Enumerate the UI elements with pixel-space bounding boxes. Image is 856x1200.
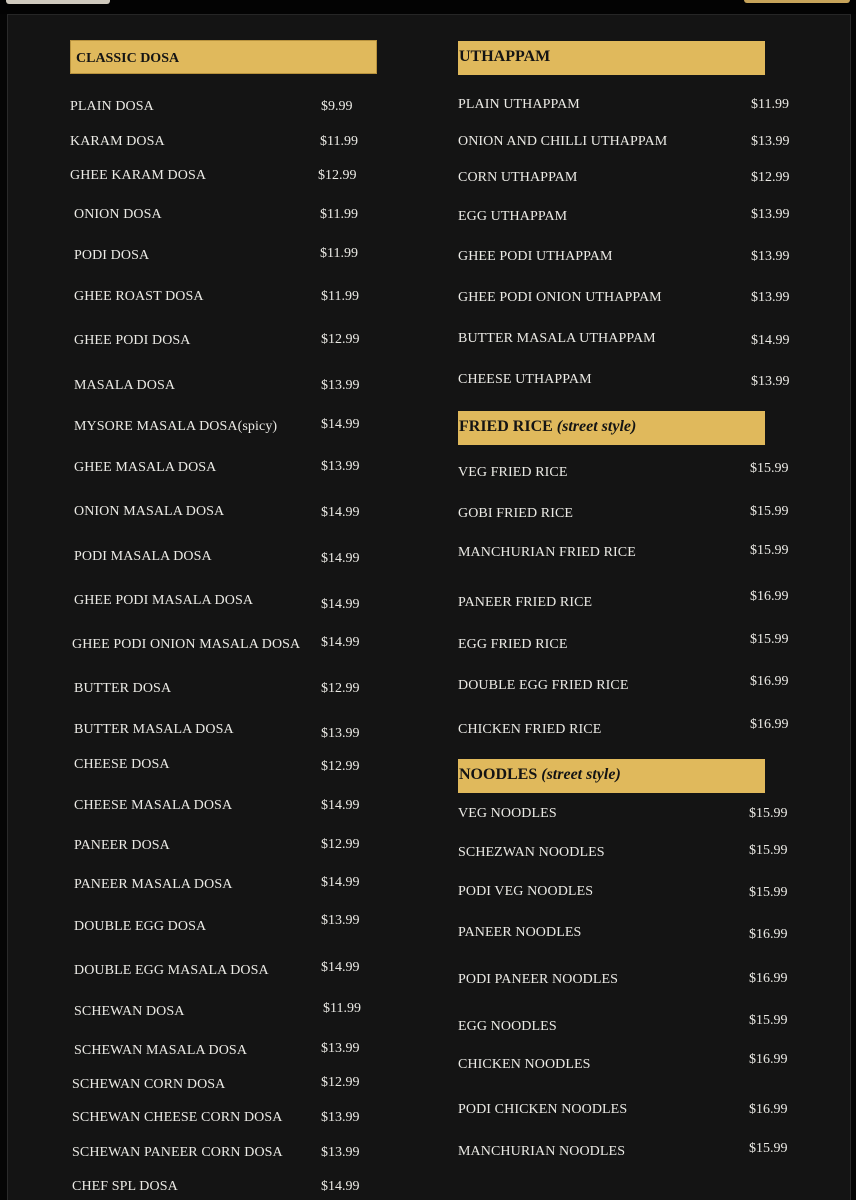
menu-item-plain-dosa: PLAIN DOSA: [70, 99, 154, 114]
menu-item-cheese-uthappam: CHEESE UTHAPPAM: [458, 372, 592, 387]
menu-item-price: $12.99: [321, 759, 360, 774]
noodles-subtitle: (street style): [541, 766, 621, 783]
menu-item-ghee-karam-dosa: GHEE KARAM DOSA: [70, 168, 207, 183]
menu-item-price: $13.99: [321, 1110, 360, 1125]
classic-dosa-title: CLASSIC DOSA: [76, 51, 180, 66]
menu-item-price: $14.99: [321, 875, 360, 890]
menu-item-price: $14.99: [321, 1179, 360, 1194]
menu-item-price: $12.99: [321, 837, 360, 852]
menu-item-chef-spl-dosa: CHEF SPL DOSA: [72, 1179, 178, 1194]
menu-item-manchurian-fried-rice: MANCHURIAN FRIED RICE: [458, 545, 636, 560]
menu-item-price: $12.99: [321, 1075, 360, 1090]
menu-item-schezwan-noodles: SCHEZWAN NOODLES: [458, 845, 605, 860]
menu-item-price: $13.99: [321, 1041, 360, 1056]
menu-item-chicken-fried-rice: CHICKEN FRIED RICE: [458, 722, 602, 737]
menu-item-ghee-podi-onion-masala-dosa: GHEE PODI ONION MASALA DOSA: [72, 637, 301, 652]
menu-item-mysore-masala-dosa-spicy: MYSORE MASALA DOSA(spicy): [74, 419, 278, 434]
menu-item-paneer-fried-rice: PANEER FRIED RICE: [458, 595, 593, 610]
menu-item-onion-and-chilli-uthappam: ONION AND CHILLI UTHAPPAM: [458, 134, 668, 149]
menu-item-price: $15.99: [749, 806, 788, 821]
menu-item-paneer-dosa: PANEER DOSA: [74, 838, 170, 853]
menu-item-schewan-paneer-corn-dosa: SCHEWAN PANEER CORN DOSA: [72, 1145, 283, 1160]
menu-item-ghee-podi-uthappam: GHEE PODI UTHAPPAM: [458, 249, 613, 264]
menu-item-price: $14.99: [321, 551, 360, 566]
menu-item-price: $15.99: [749, 1141, 788, 1156]
menu-item-double-egg-fried-rice: DOUBLE EGG FRIED RICE: [458, 678, 629, 693]
menu-item-schewan-corn-dosa: SCHEWAN CORN DOSA: [72, 1077, 226, 1092]
menu-item-podi-veg-noodles: PODI VEG NOODLES: [458, 884, 594, 899]
menu-item-price: $15.99: [749, 1013, 788, 1028]
menu-item-ghee-roast-dosa: GHEE ROAST DOSA: [74, 289, 204, 304]
noodles-header: [458, 759, 765, 793]
menu-item-chicken-noodles: CHICKEN NOODLES: [458, 1057, 591, 1072]
menu-item-price: $11.99: [321, 289, 359, 304]
menu-item-price: $16.99: [749, 1102, 788, 1117]
menu-item-price: $15.99: [750, 504, 789, 519]
menu-item-price: $14.99: [751, 333, 790, 348]
menu-item-ghee-masala-dosa: GHEE MASALA DOSA: [74, 460, 217, 475]
menu-item-price: $12.99: [751, 170, 790, 185]
menu-item-podi-dosa: PODI DOSA: [74, 248, 150, 263]
menu-item-schewan-dosa: SCHEWAN DOSA: [74, 1004, 185, 1019]
menu-item-egg-noodles: EGG NOODLES: [458, 1019, 557, 1034]
noodles-title: NOODLES: [459, 766, 538, 783]
menu-item-price: $13.99: [751, 374, 790, 389]
menu-item-price: $15.99: [749, 843, 788, 858]
menu-item-schewan-cheese-corn-dosa: SCHEWAN CHEESE CORN DOSA: [72, 1110, 283, 1125]
fried-rice-title: FRIED RICE: [459, 418, 553, 435]
menu-item-price: $16.99: [749, 971, 788, 986]
menu-item-paneer-masala-dosa: PANEER MASALA DOSA: [74, 877, 233, 892]
uthappam-header: [458, 41, 765, 75]
menu-item-price: $15.99: [749, 885, 788, 900]
menu-item-karam-dosa: KARAM DOSA: [70, 134, 165, 149]
menu-item-veg-noodles: VEG NOODLES: [458, 806, 557, 821]
menu-item-price: $14.99: [321, 417, 360, 432]
menu-item-manchurian-noodles: MANCHURIAN NOODLES: [458, 1144, 626, 1159]
menu-item-schewan-masala-dosa: SCHEWAN MASALA DOSA: [74, 1043, 248, 1058]
menu-item-onion-dosa: ONION DOSA: [74, 207, 162, 222]
menu-item-double-egg-masala-dosa: DOUBLE EGG MASALA DOSA: [74, 963, 269, 978]
menu-item-ghee-podi-dosa: GHEE PODI DOSA: [74, 333, 191, 348]
menu-item-cheese-masala-dosa: CHEESE MASALA DOSA: [74, 798, 233, 813]
menu-item-price: $14.99: [321, 960, 360, 975]
menu-item-cheese-dosa: CHEESE DOSA: [74, 757, 170, 772]
menu-item-price: $15.99: [750, 543, 789, 558]
menu-item-price: $14.99: [321, 597, 360, 612]
menu-item-onion-masala-dosa: ONION MASALA DOSA: [74, 504, 225, 519]
menu-item-price: $13.99: [321, 459, 360, 474]
menu-item-price: $15.99: [750, 461, 789, 476]
menu-item-price: $12.99: [321, 332, 360, 347]
menu-item-price: $13.99: [321, 1145, 360, 1160]
menu-item-price: $12.99: [318, 168, 357, 183]
menu-item-price: $16.99: [750, 674, 789, 689]
menu-item-ghee-podi-onion-uthappam: GHEE PODI ONION UTHAPPAM: [458, 290, 662, 305]
menu-item-podi-paneer-noodles: PODI PANEER NOODLES: [458, 972, 619, 987]
menu-item-price: $11.99: [320, 246, 358, 261]
menu-item-podi-chicken-noodles: PODI CHICKEN NOODLES: [458, 1102, 628, 1117]
fried-rice-subtitle: (street style): [556, 418, 637, 435]
menu-item-price: $13.99: [751, 134, 790, 149]
menu-item-veg-fried-rice: VEG FRIED RICE: [458, 465, 568, 480]
menu-item-price: $13.99: [321, 913, 360, 928]
menu-item-price: $13.99: [321, 726, 360, 741]
menu-item-double-egg-dosa: DOUBLE EGG DOSA: [74, 919, 207, 934]
menu-item-paneer-noodles: PANEER NOODLES: [458, 925, 582, 940]
menu-item-price: $11.99: [751, 97, 789, 112]
menu-item-price: $13.99: [751, 290, 790, 305]
menu-item-price: $13.99: [751, 249, 790, 264]
menu-item-egg-uthappam: EGG UTHAPPAM: [458, 209, 568, 224]
menu-item-price: $13.99: [321, 378, 360, 393]
menu-item-price: $16.99: [750, 589, 789, 604]
menu-item-price: $12.99: [321, 681, 360, 696]
menu-item-price: $11.99: [323, 1001, 361, 1016]
menu-item-price: $16.99: [750, 717, 789, 732]
menu-item-gobi-fried-rice: GOBI FRIED RICE: [458, 506, 574, 521]
menu-item-price: $16.99: [749, 1052, 788, 1067]
menu-item-egg-fried-rice: EGG FRIED RICE: [458, 637, 568, 652]
menu-item-price: $11.99: [320, 207, 358, 222]
fried-rice-header: [458, 411, 765, 445]
menu-item-price: $9.99: [321, 99, 353, 114]
menu-item-masala-dosa: MASALA DOSA: [74, 378, 176, 393]
menu-item-plain-uthappam: PLAIN UTHAPPAM: [458, 97, 580, 112]
menu-item-butter-masala-uthappam: BUTTER MASALA UTHAPPAM: [458, 331, 656, 346]
menu-item-butter-dosa: BUTTER DOSA: [74, 681, 172, 696]
menu-item-corn-uthappam: CORN UTHAPPAM: [458, 170, 578, 185]
uthappam-title: UTHAPPAM: [459, 48, 551, 65]
menu-item-price: $15.99: [750, 632, 789, 647]
menu-item-price: $11.99: [320, 134, 358, 149]
menu-item-podi-masala-dosa: PODI MASALA DOSA: [74, 549, 212, 564]
menu-item-ghee-podi-masala-dosa: GHEE PODI MASALA DOSA: [74, 593, 254, 608]
menu-item-price: $16.99: [749, 927, 788, 942]
menu-item-price: $13.99: [751, 207, 790, 222]
menu-item-price: $14.99: [321, 635, 360, 650]
menu-item-price: $14.99: [321, 798, 360, 813]
menu-item-price: $14.99: [321, 505, 360, 520]
menu-item-butter-masala-dosa: BUTTER MASALA DOSA: [74, 722, 234, 737]
